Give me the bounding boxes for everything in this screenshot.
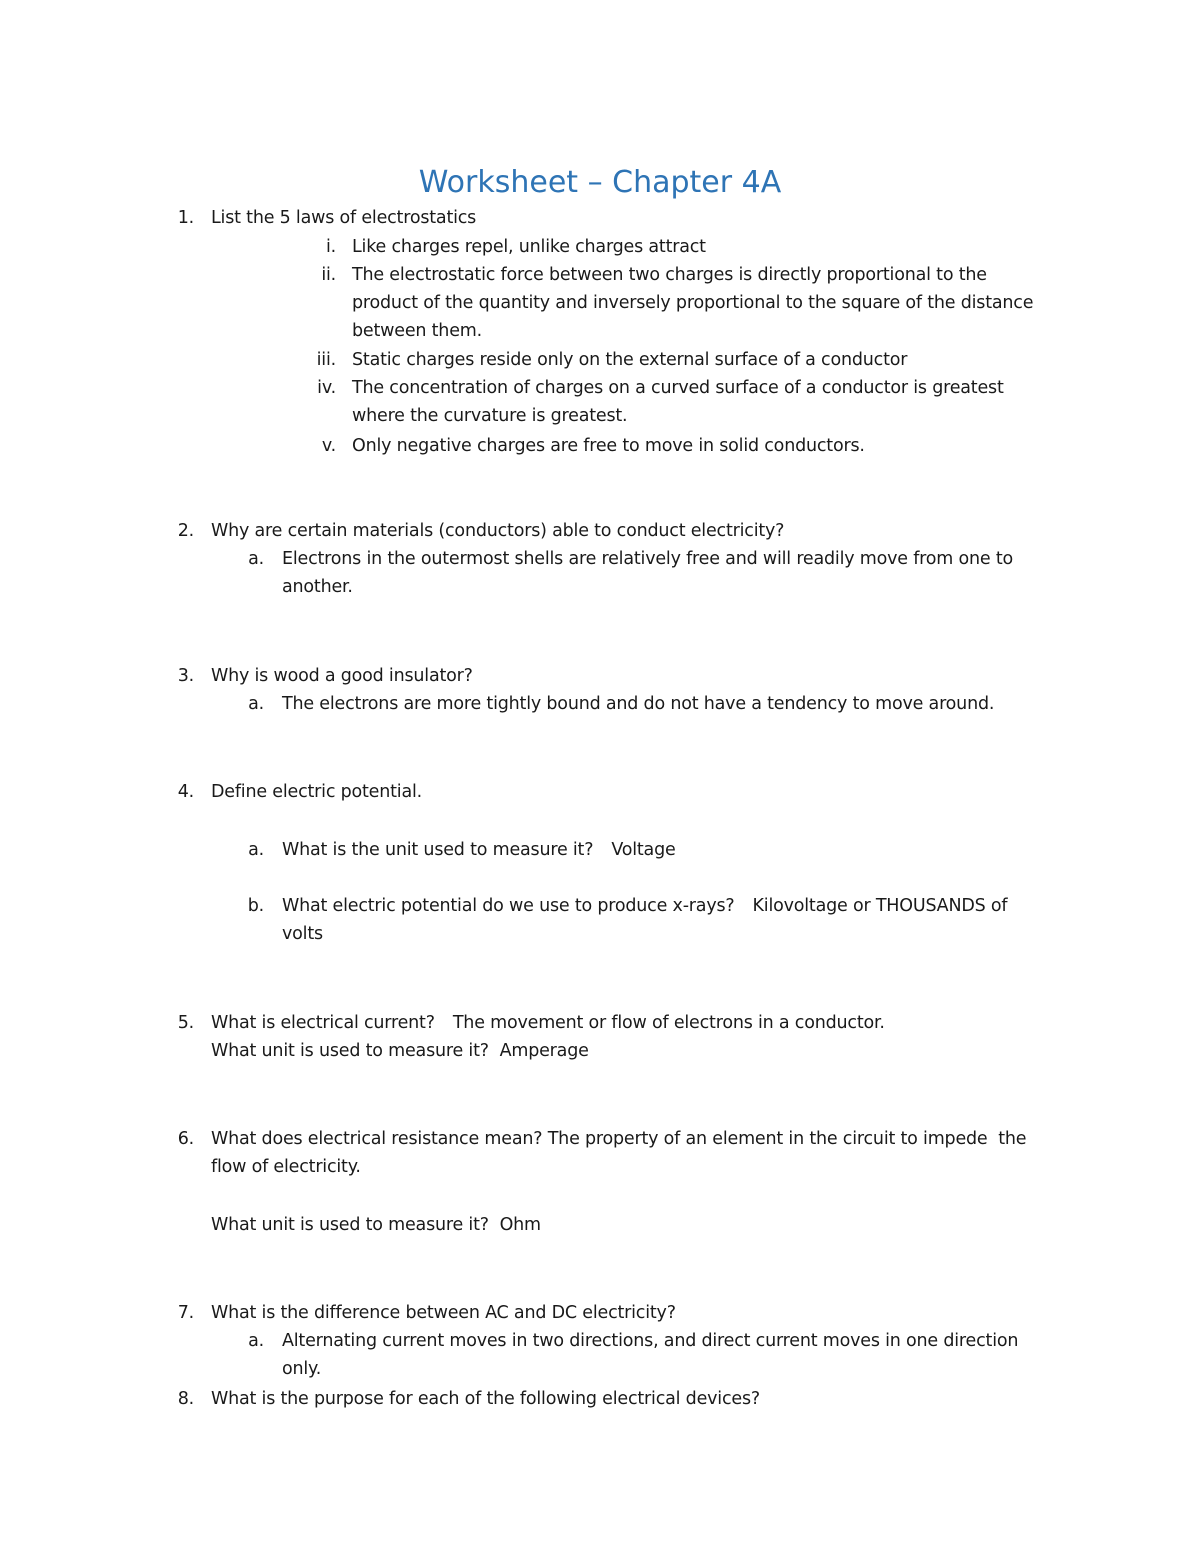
q4b-answer-cont: volts — [282, 924, 323, 944]
q4a-line — [282, 836, 676, 864]
q5-line — [211, 1009, 885, 1037]
law-i-marker: i. — [325, 237, 336, 257]
q5-answer: The movement or flow of electrons in a conductor. — [452, 1013, 885, 1033]
q6-unit-question: What unit is used to measure it? — [211, 1215, 489, 1235]
q1-text: List the 5 laws of electrostatics — [211, 208, 477, 228]
law-ii-line-2: product of the quantity and inversely proportional to the square of the distance — [352, 293, 1034, 313]
q7-answer-line-2: only. — [282, 1359, 322, 1379]
q5-question: What is electrical current? — [211, 1013, 435, 1033]
law-iii-text: Static charges reside only on the external surface of a conductor — [352, 350, 908, 370]
law-ii-marker: ii. — [321, 265, 336, 285]
q5-number: 5. — [177, 1013, 194, 1033]
q4b-answer: Kilovoltage or THOUSANDS of — [752, 896, 1008, 916]
q1-number: 1. — [177, 208, 194, 228]
q3-answer-marker: a. — [248, 694, 264, 714]
law-iv-marker: iv. — [317, 378, 336, 398]
page-title: Worksheet – Chapter 4A — [418, 165, 782, 200]
q8-number: 8. — [177, 1389, 194, 1409]
q4a-answer: Voltage — [611, 840, 676, 860]
q7-number: 7. — [177, 1303, 194, 1323]
q7-text: What is the difference between AC and DC electricity? — [211, 1303, 676, 1323]
q4a-marker: a. — [248, 840, 264, 860]
q6-number: 6. — [177, 1129, 194, 1149]
q6-text: What does electrical resistance mean? The property of an element in the circuit to impede the — [211, 1129, 1027, 1149]
q6-text-cont: flow of electricity. — [211, 1157, 361, 1177]
q2-number: 2. — [177, 521, 194, 541]
law-ii-line-3: between them. — [352, 321, 482, 341]
q6-unit-line — [211, 1211, 541, 1239]
law-i-text: Like charges repel, unlike charges attract — [352, 237, 706, 257]
q3-text: Why is wood a good insulator? — [211, 666, 473, 686]
q4b-line — [282, 892, 1007, 920]
q7-answer-line-1: Alternating current moves in two directions, and direct current moves in one direction — [282, 1331, 1019, 1351]
q3-number: 3. — [177, 666, 194, 686]
q4b-question: What electric potential do we use to produce x-rays? — [282, 896, 735, 916]
q2-answer-line-1: Electrons in the outermost shells are relatively free and will readily move from one to — [282, 549, 1013, 569]
q5-unit-line — [211, 1037, 589, 1065]
q7-answer-marker: a. — [248, 1331, 264, 1351]
law-iii-marker: iii. — [316, 350, 336, 370]
q3-answer-text: The electrons are more tightly bound and do not have a tendency to move around. — [282, 694, 995, 714]
q5-unit-answer: Amperage — [499, 1041, 589, 1061]
q4-number: 4. — [177, 782, 194, 802]
q2-answer-line-2: another. — [282, 577, 353, 597]
q2-answer-marker: a. — [248, 549, 264, 569]
law-v-marker: v. — [321, 436, 336, 456]
law-ii-line-1: The electrostatic force between two charges is directly proportional to the — [352, 265, 987, 285]
q6-unit-answer: Ohm — [499, 1215, 541, 1235]
q4b-marker: b. — [247, 896, 264, 916]
q2-text: Why are certain materials (conductors) able to conduct electricity? — [211, 521, 785, 541]
q8-text: What is the purpose for each of the following electrical devices? — [211, 1389, 760, 1409]
q5-unit-question: What unit is used to measure it? — [211, 1041, 489, 1061]
law-iv-line-1: The concentration of charges on a curved surface of a conductor is greatest — [352, 378, 1004, 398]
law-iv-line-2: where the curvature is greatest. — [352, 406, 628, 426]
q4a-question: What is the unit used to measure it? — [282, 840, 594, 860]
law-v-text: Only negative charges are free to move in solid conductors. — [352, 436, 865, 456]
q4-text: Define electric potential. — [211, 782, 423, 802]
